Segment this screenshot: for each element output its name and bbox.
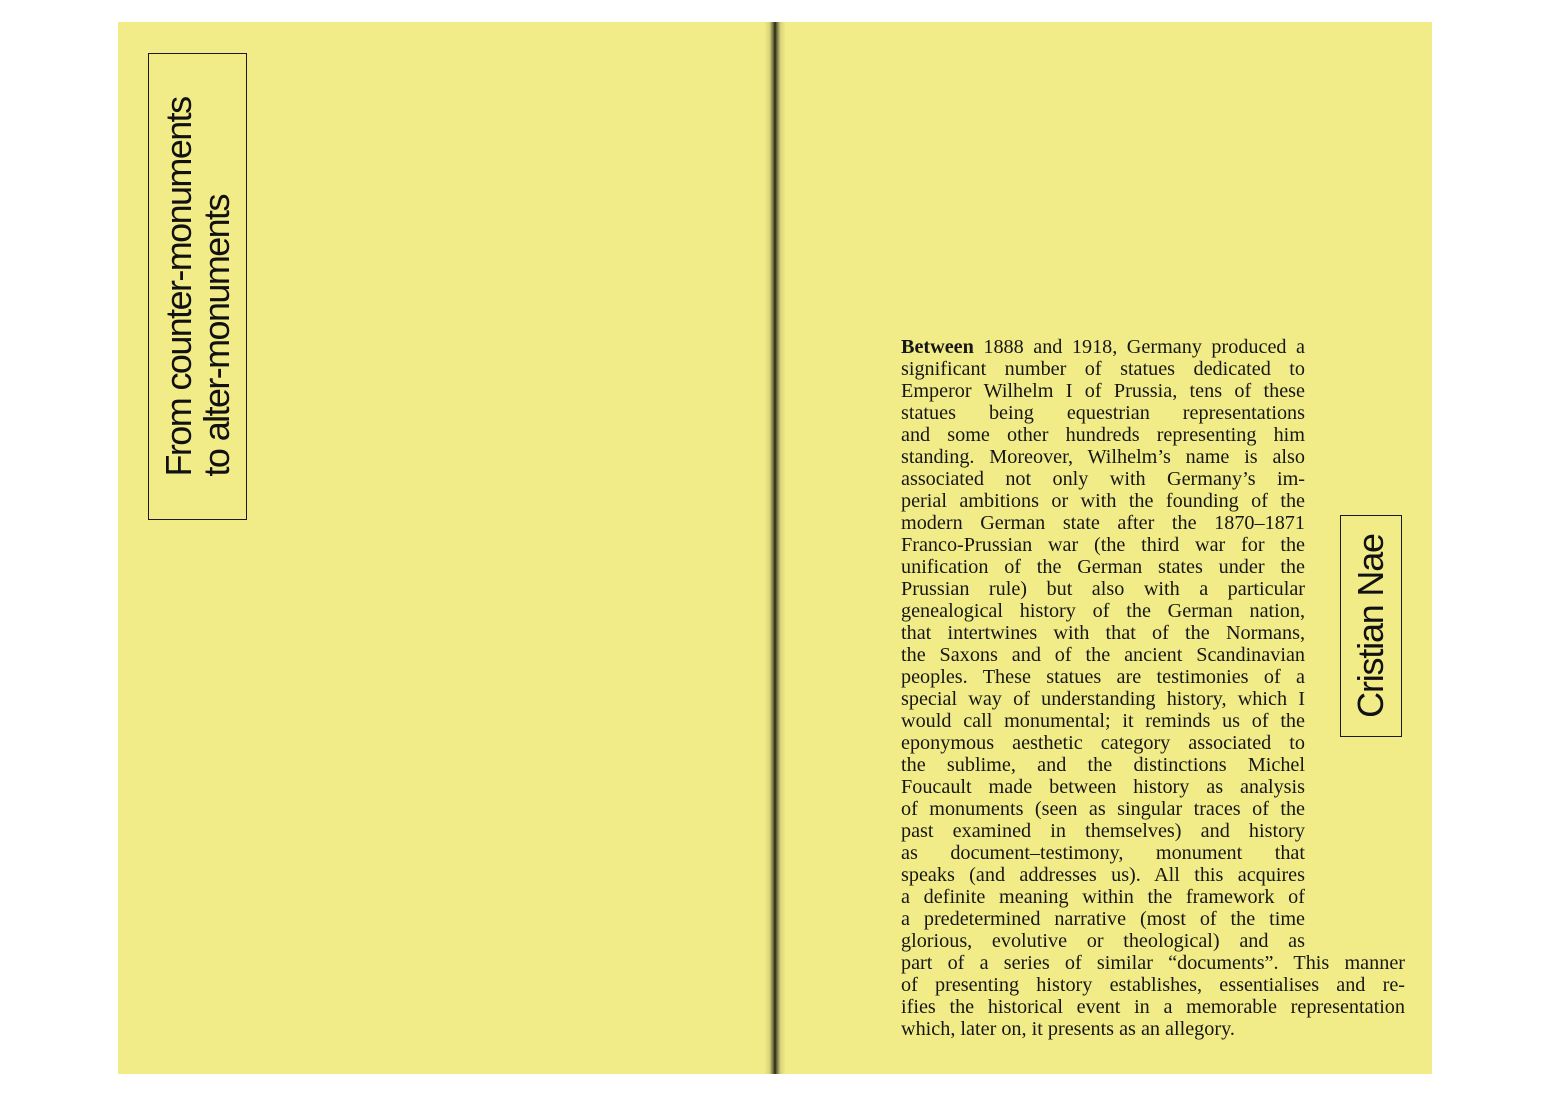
body-line: perial ambitions or with the founding of the (901, 490, 1305, 512)
body-line: a definite meaning within the framework of (901, 886, 1305, 908)
body-line: statues being equestrian representations (901, 402, 1305, 424)
body-line: of monuments (seen as singular traces of the (901, 798, 1305, 820)
body-line: as document–testimony, monument that (901, 842, 1305, 864)
body-line: Franco-Prussian war (the third war for the (901, 534, 1305, 556)
body-line: past examined in themselves) and history (901, 820, 1305, 842)
body-line: eponymous aesthetic category associated to (901, 732, 1305, 754)
body-line: Prussian rule) but also with a particular (901, 578, 1305, 600)
body-paragraph (901, 336, 1405, 1040)
left-page (118, 22, 774, 1074)
body-line: special way of understanding history, which I (901, 688, 1305, 710)
body-line: Emperor Wilhelm I of Prussia, tens of these (901, 380, 1305, 402)
body-line: and some other hundreds representing him (901, 424, 1305, 446)
body-line: the sublime, and the distinctions Michel (901, 754, 1305, 776)
body-line: standing. Moreover, Wilhelm’s name is also (901, 446, 1305, 468)
title-box (148, 53, 247, 520)
title (157, 97, 237, 476)
first-line-text: 1888 and 1918, Germany produced a (973, 336, 1305, 358)
body-line: modern German state after the 1870–1871 (901, 512, 1305, 534)
body-line: of presenting history establishes, essentialises and re- (901, 974, 1405, 996)
body-line: significant number of statues dedicated to (901, 358, 1305, 380)
body-line: speaks (and addresses us). All this acquires (901, 864, 1305, 886)
body-line: glorious, evolutive or theological) and as (901, 930, 1305, 952)
right-page (774, 22, 1432, 1074)
body-line: peoples. These statues are testimonies of a (901, 666, 1305, 688)
body-line: genealogical history of the German nation, (901, 600, 1305, 622)
lead-word: Between (901, 336, 974, 358)
body-line: associated not only with Germany’s im- (901, 468, 1305, 490)
body-line: unification of the German states under the (901, 556, 1305, 578)
body-line: which, later on, it presents as an allegory. (901, 1018, 1235, 1040)
body-line: a predetermined narrative (most of the time (901, 908, 1305, 930)
body-line: part of a series of similar “documents”. This manner (901, 952, 1405, 974)
body-line: the Saxons and of the ancient Scandinavian (901, 644, 1305, 666)
book-spread (118, 22, 1432, 1074)
body-line: Foucault made between history as analysis (901, 776, 1305, 798)
title-line-1: From counter-monuments (157, 97, 199, 476)
author-name: Cristian Nae (1350, 534, 1391, 718)
body-line (901, 336, 1305, 358)
body-line: would call monumental; it reminds us of the (901, 710, 1305, 732)
body-line: that intertwines with that of the Normans, (901, 622, 1305, 644)
author-box (1340, 515, 1402, 737)
body-line: ifies the historical event in a memorable representation (901, 996, 1405, 1018)
title-line-2: to alter-monuments (195, 194, 237, 476)
